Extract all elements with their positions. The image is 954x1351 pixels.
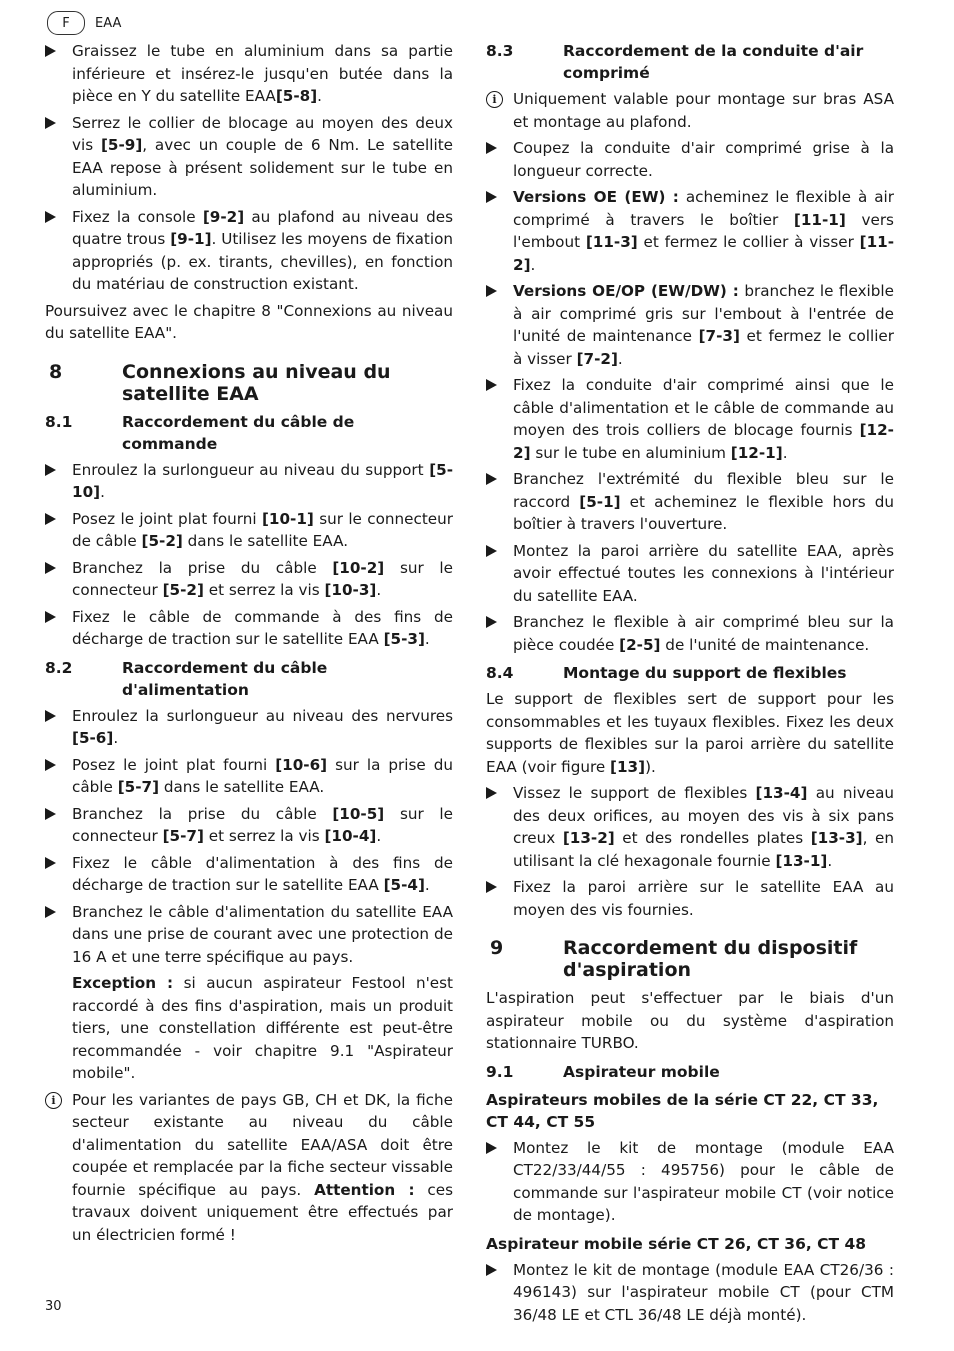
bullet-item: [486, 1137, 894, 1227]
section-8-2-heading: [45, 657, 453, 701]
bullet-arrow-icon: [45, 906, 56, 918]
text-run: Exception :: [72, 974, 174, 992]
text-run: au niveau des deux orifices, au moyen des vis à six pans creux: [513, 784, 894, 847]
figure-reference: [5-6]: [72, 729, 114, 747]
bullet-item: [45, 459, 453, 504]
section-title: Raccordement du dispositif d'aspiration: [563, 937, 858, 981]
text-run: Serrez le collier de blocage au moyen des deux vis: [72, 113, 453, 154]
section-8-1-list: [45, 459, 453, 651]
section-8-4-list: [486, 782, 894, 921]
figure-reference: [10-6]: [275, 755, 328, 774]
bullet-arrow-icon: [45, 211, 56, 223]
text-run: Fixez la console: [72, 207, 203, 226]
figure-reference: [13-1]: [775, 851, 828, 870]
text-run: Fixez la paroi arrière sur le satellite EAA au moyen des vis fournies.: [513, 878, 894, 919]
figure-reference: [7-3]: [698, 327, 740, 345]
continue-paragraph: Poursuivez avec le chapitre 8 "Connexions au niveau du satellite EAA".: [45, 301, 453, 342]
text-run: dans le satellite EAA.: [182, 532, 349, 550]
bullet-text: [513, 878, 894, 919]
bullet-arrow-icon: [45, 808, 56, 820]
text-run: et serrez la vis: [203, 827, 325, 845]
figure-reference: [7-2]: [576, 349, 618, 368]
section-number: 8.2: [45, 658, 73, 677]
figure-reference: [5-7]: [117, 778, 160, 796]
figure-reference: [11-3]: [585, 233, 638, 251]
bullet-text: [72, 707, 453, 748]
text-run: .: [827, 851, 833, 870]
bullet-item: [45, 40, 453, 108]
header-title: EAA: [95, 15, 122, 31]
text-run: Montez le kit de montage (module EAA CT22/33/44/55 : 495756) pour le câble de commande sur l'aspirateur mobile CT (voir notice de montage).: [513, 1138, 894, 1224]
bullet-text: [72, 461, 453, 502]
text-run: vers l'embout: [513, 210, 894, 251]
bullet-arrow-icon: [486, 881, 497, 893]
bullet-arrow-icon: [45, 464, 56, 476]
bullet-item: [486, 280, 894, 370]
bullet-arrow-icon: [486, 379, 497, 391]
bullet-item: [486, 468, 894, 536]
text-run: .: [317, 87, 322, 105]
bullet-item: [486, 876, 894, 921]
section-8-4-text: [486, 688, 894, 778]
text-run: Graissez le tube en aluminium dans sa partie inférieure et insérez-le jusqu'en butée dans la pièce en Y du satellite EAA: [72, 42, 453, 105]
bullet-text: [513, 188, 894, 274]
bullet-arrow-icon: [45, 513, 56, 525]
text-run: Branchez le flexible à air comprimé bleu sur la pièce coudée: [513, 613, 894, 654]
section-8-3-list: [486, 137, 894, 656]
section-9-1-heading: [486, 1061, 894, 1083]
figure-reference: [10-4]: [324, 827, 377, 845]
section-8-4-heading: [486, 662, 894, 684]
text-run: Versions OE/OP (EW/DW) :: [513, 282, 739, 300]
text-run: Coupez la conduite d'air comprimé grise à la longueur correcte.: [513, 139, 894, 180]
figure-reference: [10-5]: [332, 804, 385, 823]
section-9-text: L'aspiration peut s'effectuer par le biais d'un aspirateur mobile ou du système d'aspiration stationnaire TURBO.: [486, 989, 894, 1052]
figure-reference: [5-2]: [162, 581, 204, 599]
figure-reference: [9-1]: [170, 230, 212, 248]
figure-reference: [2-5]: [619, 635, 661, 654]
section-8-3-heading: [486, 40, 894, 84]
text-run: . Utilisez les moyens de fixation appropriés (p. ex. tirants, chevilles), en fonction du matériau de construction existant.: [72, 230, 453, 293]
text-run: Branchez la prise du câble: [72, 804, 333, 823]
bullet-item: [45, 112, 453, 202]
text-run: ces travaux doivent uniquement être effectués par un électricien formé !: [72, 1180, 453, 1244]
bullet-text: [72, 42, 453, 105]
language-badge: F: [47, 11, 85, 35]
bullet-text: [513, 784, 894, 870]
text-run: branchez le flexible à air comprimé gris sur l'embout à l'entrée de l'unité de maintenance: [513, 282, 894, 345]
bullet-item: [45, 606, 453, 651]
text-run: sur le connecteur: [72, 558, 453, 599]
figure-reference: [13-4]: [755, 784, 808, 802]
figure-reference: [10-3]: [324, 581, 377, 599]
bullet-item: [45, 557, 453, 602]
bullet-arrow-icon: [45, 759, 56, 771]
text-run: .: [100, 483, 105, 501]
bullet-text: [513, 139, 894, 180]
section-number: 8.1: [45, 412, 73, 431]
text-run: Le support de flexibles sert de support pour les consommables et les tuyaux flexibles. Fixez les deux supports de flexibles sur la paroi arrière du satellite EAA (voir figure: [486, 690, 894, 776]
text-run: Montez le kit de montage (module EAA CT26/36 : 496143) sur l'aspirateur mobile CT (pour CTM 36/48 LE et CTL 36/48 LE déjà monté).: [513, 1260, 894, 1324]
section-title: Raccordement de la conduite d'air comprimé: [563, 42, 864, 82]
bullet-item: [45, 705, 453, 750]
bullet-arrow-icon: [486, 285, 497, 297]
text-run: Attention :: [314, 1180, 415, 1199]
text-run: au plafond au niveau des quatre trous: [72, 207, 453, 248]
bullet-text: [72, 608, 453, 649]
bullet-arrow-icon: [45, 117, 56, 129]
text-run: de l'unité de maintenance.: [660, 635, 870, 654]
ct22-list: [486, 1137, 894, 1227]
page-header: [47, 11, 121, 35]
bullet-item: [486, 1259, 894, 1327]
bullet-arrow-icon: [486, 191, 497, 203]
asa-note-text: Uniquement valable pour montage sur bras ASA et montage au plafond.: [513, 90, 894, 131]
bullet-arrow-icon: [486, 787, 497, 799]
bullet-item: [45, 803, 453, 848]
text-run: .: [424, 630, 430, 648]
bullet-arrow-icon: [486, 473, 497, 485]
figure-reference: [5-1]: [579, 492, 621, 511]
bullet-item: [486, 782, 894, 872]
text-run: Fixez le câble d'alimentation à des fins de décharge de traction sur le satellite EAA: [72, 853, 453, 894]
bullet-text: [72, 805, 453, 846]
text-run: et serrez la vis: [203, 581, 325, 599]
figure-reference: [5-10]: [72, 460, 453, 501]
figure-reference: [10-2]: [332, 558, 385, 577]
subheading-ct22: Aspirateurs mobiles de la série CT 22, CT 33, CT 44, CT 55: [486, 1090, 879, 1131]
figure-reference: [12-1]: [730, 443, 783, 462]
section-number: 8: [49, 360, 63, 383]
bullet-text: [513, 1139, 894, 1225]
text-run: Montez la paroi arrière du satellite EAA, après avoir effectué toutes les connexions à l'intérieur du satellite EAA.: [513, 541, 894, 605]
bullet-arrow-icon: [45, 562, 56, 574]
country-note-text: [72, 1091, 453, 1244]
figure-reference: [13-3]: [810, 829, 863, 847]
bullet-text: [513, 1261, 894, 1324]
bullet-text: [513, 542, 894, 605]
section-title: Montage du support de flexibles: [563, 664, 847, 682]
bullet-text: [72, 854, 453, 895]
text-run: et fermez le collier à visser: [637, 233, 860, 251]
text-run: .: [530, 255, 536, 274]
bullet-item: [486, 137, 894, 182]
figure-reference: [5-2]: [141, 532, 183, 550]
section-8-2-list: [45, 705, 453, 969]
bullet-text: [513, 376, 894, 462]
text-run: , en utilisant la clé hexagonale fournie: [513, 829, 894, 870]
section-number: 9.1: [486, 1062, 514, 1081]
text-run: Branchez la prise du câble: [72, 558, 333, 577]
figure-reference: [5-9]: [100, 136, 143, 154]
bullet-arrow-icon: [486, 1264, 497, 1276]
text-run: , avec un couple de 6 Nm. Le satellite EAA repose à présent solidement sur le tube en aluminium.: [72, 136, 453, 199]
text-run: sur le tube en aluminium: [530, 443, 731, 462]
figure-reference: [11-1]: [793, 210, 846, 229]
bullet-text: [72, 559, 453, 600]
figure-reference: [5-7]: [162, 827, 204, 845]
figure-reference: [10-1]: [261, 509, 314, 528]
bullet-item: [45, 508, 453, 553]
text-run: acheminez le flexible à air comprimé à travers le boîtier: [513, 188, 894, 229]
text-run: Fixez la conduite d'air comprimé ainsi que le câble d'alimentation et le câble de commande au moyen des trois colliers de blocage fournis: [513, 376, 894, 439]
figure-reference: [9-2]: [202, 207, 245, 226]
info-icon: i: [45, 1092, 62, 1109]
figure-reference: [5-3]: [383, 630, 425, 648]
text-run: Posez le joint plat fourni: [72, 755, 276, 774]
bullet-item: [486, 374, 894, 464]
figure-reference: [5-8]: [275, 87, 318, 105]
text-run: dans le satellite EAA.: [159, 778, 325, 796]
left-column: [45, 40, 453, 1250]
text-run: .: [376, 581, 382, 599]
subheading-ct26: Aspirateur mobile série CT 26, CT 36, CT 48: [486, 1234, 867, 1253]
bullet-item: [45, 206, 453, 296]
bullet-text: [513, 613, 894, 654]
info-icon: i: [486, 91, 503, 108]
bullet-arrow-icon: [45, 45, 56, 57]
bullet-text: [72, 756, 453, 797]
text-run: sur la prise du câble: [72, 755, 454, 796]
section-number: 9: [490, 937, 504, 959]
section-number: 8.3: [486, 42, 514, 60]
intro-list: [45, 40, 453, 296]
bullet-item: [486, 540, 894, 608]
text-run: Enroulez la surlongueur au niveau des nervures: [72, 706, 453, 725]
right-column: [486, 40, 894, 1330]
country-note: [45, 1089, 453, 1247]
bullet-item: [45, 901, 453, 969]
bullet-item: [486, 186, 894, 276]
figure-reference: [13-2]: [562, 829, 615, 847]
ct26-list: [486, 1259, 894, 1327]
text-run: Branchez l'extrémité du flexible bleu sur le raccord: [513, 470, 894, 511]
text-run: sur le connecteur: [72, 804, 453, 845]
text-run: Enroulez la surlongueur au niveau du support: [72, 460, 430, 479]
bullet-arrow-icon: [486, 142, 497, 154]
section-title: Raccordement du câble de commande: [122, 412, 355, 453]
text-run: Posez le joint plat fourni: [72, 509, 262, 528]
bullet-text: [513, 282, 894, 368]
figure-reference: [5-4]: [383, 876, 425, 894]
bullet-arrow-icon: [486, 545, 497, 557]
section-title: Connexions au niveau du satellite EAA: [122, 360, 391, 405]
text-run: Pour les variantes de pays GB, CH et DK, la fiche secteur existante au niveau du câble d'alimentation du satellite EAA/ASA doit être coupée et remplacée par la fiche secteur vissable fournie spécifique au pays.: [72, 1090, 453, 1199]
text-run: et des rondelles plates: [614, 829, 811, 847]
figure-reference: [13]: [610, 757, 646, 776]
bullet-item: [486, 611, 894, 656]
text-run: ).: [645, 757, 656, 776]
section-8-heading: [45, 361, 453, 405]
text-run: .: [782, 443, 788, 462]
figure-reference: [11-2]: [513, 233, 895, 274]
section-9-heading: [486, 937, 894, 981]
exception-paragraph: [45, 972, 453, 1085]
text-run: et fermez le collier à visser: [513, 327, 894, 368]
bullet-arrow-icon: [486, 616, 497, 628]
bullet-item: [45, 852, 453, 897]
asa-note: [486, 88, 894, 133]
text-run: .: [424, 876, 430, 894]
bullet-text: [72, 208, 453, 294]
text-run: .: [113, 729, 119, 747]
bullet-arrow-icon: [45, 857, 56, 869]
figure-reference: [12-2]: [513, 421, 894, 462]
text-run: .: [617, 349, 623, 368]
section-8-1-heading: [45, 411, 453, 455]
bullet-text: [72, 114, 453, 200]
bullet-text: [72, 510, 453, 551]
bullet-arrow-icon: [45, 611, 56, 623]
bullet-arrow-icon: [486, 1142, 497, 1154]
section-title: Raccordement du câble d'alimentation: [122, 658, 328, 699]
text-run: .: [376, 827, 382, 845]
text-run: sur le connecteur de câble: [72, 509, 454, 550]
bullet-text: [513, 470, 894, 533]
text-run: Branchez le câble d'alimentation du satellite EAA dans une prise de courant avec une protection de 16 A et une terre spécifique au pays.: [72, 902, 453, 966]
section-number: 8.4: [486, 664, 514, 682]
bullet-arrow-icon: [45, 710, 56, 722]
page-number: 30: [45, 1299, 62, 1314]
text-run: Fixez le câble de commande à des fins de décharge de traction sur le satellite EAA: [72, 607, 453, 648]
text-run: si aucun aspirateur Festool n'est raccordé à des fins d'aspiration, mais un produit tiers, une constellation différente est peut-être recommandée - voir chapitre 9.1 "Aspirateur mobile".: [72, 974, 453, 1082]
text-run: et acheminez le flexible hors du boîtier à travers l'ouverture.: [513, 492, 894, 533]
bullet-text: [72, 903, 453, 966]
text-run: Vissez le support de flexibles: [513, 784, 756, 802]
section-title: Aspirateur mobile: [563, 1062, 720, 1081]
bullet-item: [45, 754, 453, 799]
text-run: Versions OE (EW) :: [513, 188, 679, 206]
